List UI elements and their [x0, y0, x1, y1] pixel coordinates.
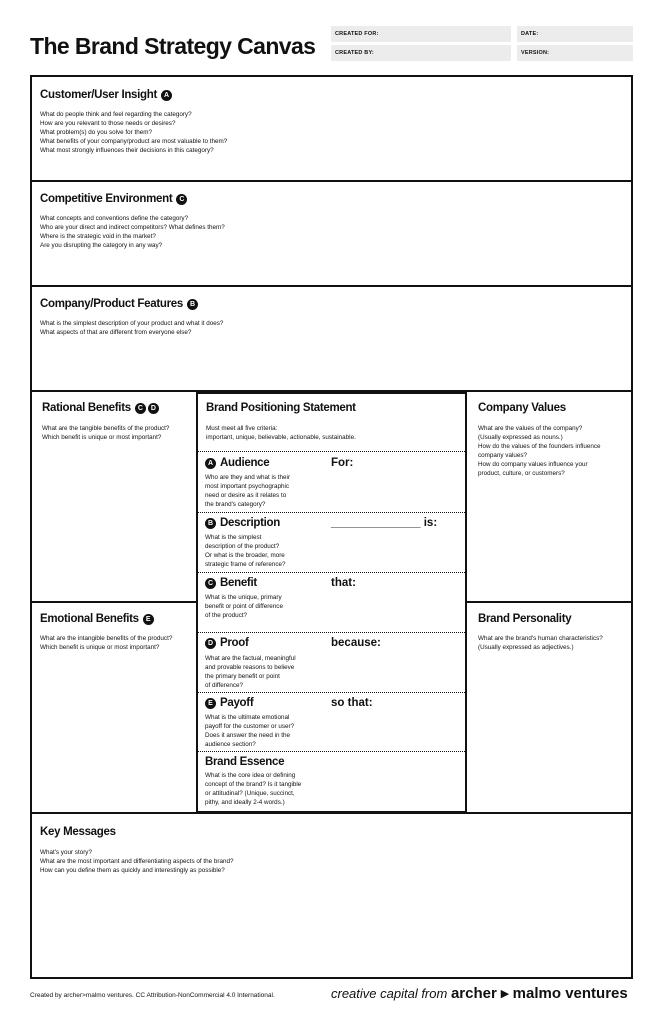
divider [30, 180, 633, 182]
proof-questions: What are the factual, meaningful and provable reasons to believe the primary benefit or point of difference? [205, 655, 296, 689]
badge-icon: B [187, 299, 198, 310]
rational-questions: What are the tangible benefits of the product? Which benefit is unique or most important? [42, 425, 170, 441]
badge-icon: D [148, 403, 159, 414]
customer-insight-title: Customer/User Insight A [40, 89, 172, 101]
payoff-questions: What is the ultimate emotional payoff for the customer or user? Does it answer the need in the audience section? [205, 714, 295, 748]
brand-logo: archer ▸ malmo ventures [450, 985, 628, 1002]
benefit-connector: that: [331, 577, 356, 589]
badge-icon: A [205, 458, 216, 469]
description-questions: What is the simplest description of the product? Or what is the broader, more strategic frame of reference? [205, 534, 286, 568]
created-for-field[interactable]: CREATED FOR: [331, 26, 511, 42]
row-separator [198, 751, 465, 752]
positioning-title: Brand Positioning Statement [206, 402, 356, 414]
badge-icon: D [205, 638, 216, 649]
features-questions: What is the simplest description of your product and what it does? What aspects of that are different from everyone else? [40, 320, 224, 336]
competitive-questions: What concepts and conventions define the category? Who are your direct and indirect competitors? What defines them? Where is the strategic void in the market? Are you disrupting the category in any way? [40, 215, 225, 249]
key-messages-title: Key Messages [40, 826, 116, 838]
badge-icon: E [143, 614, 154, 625]
badge-icon: C [135, 403, 146, 414]
row-separator [198, 632, 465, 633]
payoff-connector: so that: [331, 697, 373, 709]
badge-icon: A [161, 90, 172, 101]
row-separator [198, 451, 465, 452]
emotional-questions: What are the intangible benefits of the product? Which benefit is unique or most important? [40, 635, 173, 651]
page-title: The Brand Strategy Canvas [30, 33, 316, 59]
proof-connector: because: [331, 637, 381, 649]
version-field[interactable]: VERSION: [517, 45, 633, 61]
footer-brand [331, 984, 628, 1002]
row-separator [198, 692, 465, 693]
values-questions: What are the values of the company? (Usually expressed as nouns.) How do the values of the founders influence company values? How do company values influence your product, culture, or customers? [478, 425, 601, 477]
audience-title: A Audience [205, 457, 269, 469]
payoff-title: E Payoff [205, 697, 253, 709]
rational-benefits-title: Rational Benefits C D [42, 402, 159, 414]
competitive-environment-title: Competitive Environment C [40, 193, 187, 205]
divider [466, 601, 633, 603]
row-separator [198, 572, 465, 573]
essence-questions: What is the core idea or defining concept of the brand? Is it tangible or attitudinal? (Unique, succinct, pithy, and ideally 2-4 words.) [205, 772, 302, 806]
benefit-questions: What is the unique, primary benefit or point of difference of the product? [205, 594, 283, 619]
badge-icon: B [205, 518, 216, 529]
messages-questions: What's your story? What are the most important and differentiating aspects of the brand? How can you define them as quickly and interestingly as possible? [40, 849, 234, 874]
brand-essence-title: Brand Essence [205, 756, 285, 768]
positioning-intro: Must meet all five criteria: important, unique, believable, actionable, sustainable. [206, 425, 356, 441]
badge-icon: C [205, 578, 216, 589]
description-connector: ______________ is: [331, 517, 438, 529]
benefit-title: C Benefit [205, 577, 257, 589]
divider [30, 601, 196, 603]
badge-icon: E [205, 698, 216, 709]
description-title: B Description [205, 517, 280, 529]
date-field[interactable]: DATE: [517, 26, 633, 42]
emotional-benefits-title: Emotional Benefits E [40, 613, 154, 625]
footer-credit: Created by archer>malmo ventures. CC Attribution-NonCommercial 4.0 International. [30, 992, 275, 999]
brand-personality-title: Brand Personality [478, 613, 572, 625]
product-features-title: Company/Product Features B [40, 298, 198, 310]
divider [30, 285, 633, 287]
audience-questions: Who are they and what is their most important psychographic need or desire as it relates to the brand's category? [205, 474, 291, 508]
customer-questions: What do people think and feel regarding the category? How are you relevant to those needs or desires? What problem(s) do you solve for them? What benefits of your company/product are most valuable to them? What most strongly influences their decisions in this category? [40, 111, 228, 154]
audience-connector: For: [331, 457, 354, 469]
company-values-title: Company Values [478, 402, 566, 414]
personality-questions: What are the brand's human characteristics? (Usually expressed as adjectives.) [478, 635, 603, 651]
proof-title: D Proof [205, 637, 249, 649]
badge-icon: C [176, 194, 187, 205]
row-separator [198, 512, 465, 513]
footer-tagline: creative capital from [331, 986, 448, 1001]
created-by-field[interactable]: CREATED BY: [331, 45, 511, 61]
